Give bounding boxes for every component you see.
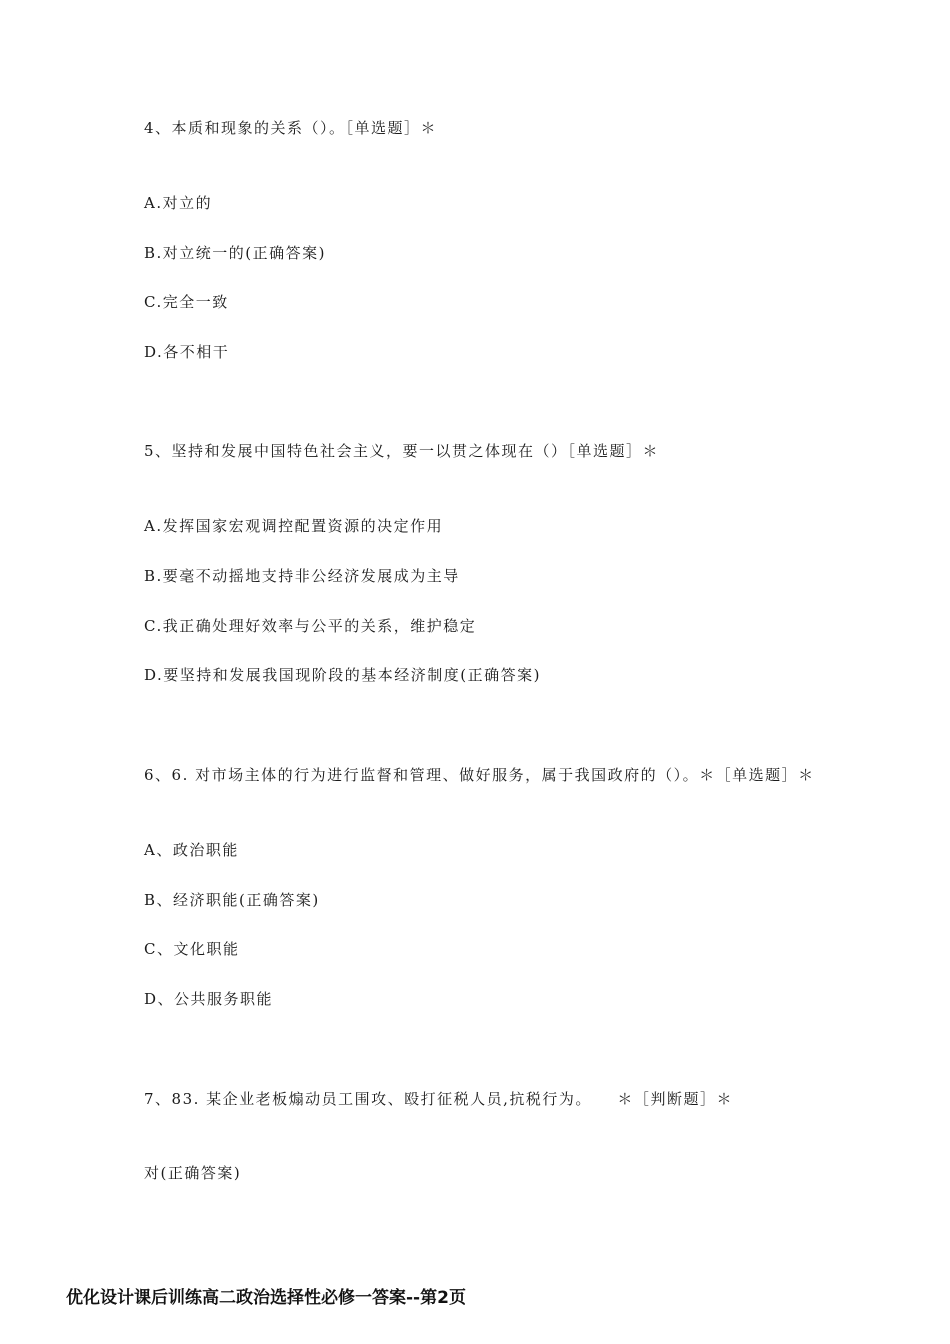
- question-6-option-d: D、公共服务职能: [144, 990, 274, 1008]
- question-4-option-c: C.完全一致: [144, 293, 229, 311]
- question-6-option-c: C、文化职能: [144, 940, 240, 958]
- question-4-option-a: A.对立的: [144, 194, 213, 212]
- question-5-option-d: D.要坚持和发展我国现阶段的基本经济制度(正确答案): [144, 666, 541, 684]
- question-7-answer: 对(正确答案): [144, 1164, 242, 1182]
- question-5-option-a: A.发挥国家宏观调控配置资源的决定作用: [144, 517, 444, 535]
- question-6-stem: 6、6. 对市场主体的行为进行监督和管理、做好服务，属于我国政府的（）。＊［单选题］＊: [144, 766, 815, 784]
- question-5-stem: 5、坚持和发展中国特色社会主义，要一以贯之体现在（）［单选题］＊: [144, 442, 660, 460]
- page-footer: 优化设计课后训练高二政治选择性必修一答案--第2页: [66, 1288, 466, 1308]
- question-4-stem: 4、本质和现象的关系（）。［单选题］＊: [144, 119, 438, 137]
- question-7-stem: 7、83. 某企业老板煽动员工围攻、殴打征税人员,抗税行为。 ＊［判断题］＊: [144, 1090, 733, 1108]
- question-5-option-b: B.要毫不动摇地支持非公经济发展成为主导: [144, 567, 460, 585]
- question-4-option-d: D.各不相干: [144, 343, 230, 361]
- question-6-option-a: A、政治职能: [144, 841, 239, 859]
- question-4-option-b: B.对立统一的(正确答案): [144, 244, 326, 262]
- question-6-option-b: B、经济职能(正确答案): [144, 891, 320, 909]
- question-5-option-c: C.我正确处理好效率与公平的关系，维护稳定: [144, 617, 477, 635]
